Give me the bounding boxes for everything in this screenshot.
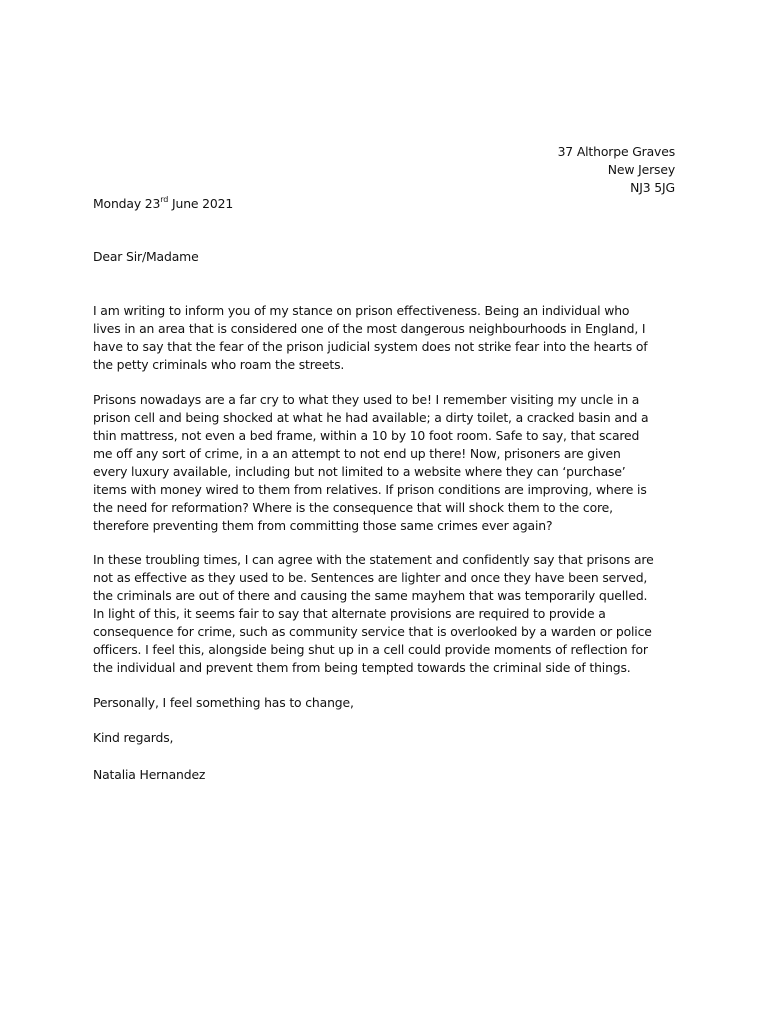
paragraph-line: the criminals are out of there and causing the same mayhem that was temporarily quelled. — [93, 588, 648, 603]
paragraph-line: consequence for crime, such as community service that is overlooked by a warden or police — [93, 624, 652, 639]
paragraph-line: I am writing to inform you of my stance on prison effectiveness. Being an individual who — [93, 303, 630, 318]
address-line-city: New Jersey — [607, 162, 675, 177]
paragraph-line: lives in an area that is considered one of the most dangerous neighbourhoods in England, I — [93, 321, 646, 336]
paragraph-line: therefore preventing them from committing those same crimes ever again? — [93, 518, 553, 533]
date-ordinal-suffix: rd — [160, 194, 169, 204]
date-month-year: June 2021 — [168, 196, 234, 211]
paragraph-line: prison cell and being shocked at what he had available; a dirty toilet, a cracked basin and a — [93, 410, 649, 425]
paragraph-line: every luxury available, including but not limited to a website where they can ‘purchase’ — [93, 464, 626, 479]
paragraph-line: Prisons nowadays are a far cry to what they used to be! I remember visiting my uncle in a — [93, 392, 640, 407]
paragraph-1 — [93, 302, 675, 374]
paragraph-line: thin mattress, not even a bed frame, within a 10 by 10 foot room. Safe to say, that scared — [93, 428, 640, 443]
paragraph-line: officers. I feel this, alongside being shut up in a cell could provide moments of reflection for — [93, 642, 648, 657]
signature-name: Natalia Hernandez — [93, 767, 206, 782]
letter-date — [93, 195, 233, 213]
paragraph-line: me off any sort of crime, in a an attempt to not end up there! Now, prisoners are given — [93, 446, 621, 461]
paragraph-line: the petty criminals who roam the streets. — [93, 357, 345, 372]
paragraph-line: items with money wired to them from relatives. If prison conditions are improving, where is — [93, 482, 647, 497]
paragraph-line: not as effective as they used to be. Sentences are lighter and once they have been served, — [93, 570, 648, 585]
paragraph-line: In light of this, it seems fair to say that alternate provisions are required to provide a — [93, 606, 606, 621]
paragraph-line: In these troubling times, I can agree with the statement and confidently say that prisons are — [93, 552, 654, 567]
sender-address — [558, 143, 675, 197]
date-day: Monday 23 — [93, 196, 161, 211]
sign-off: Kind regards, — [93, 730, 174, 745]
paragraph-line: the individual and prevent them from being tempted towards the criminal side of things. — [93, 660, 631, 675]
address-line-postcode: NJ3 5JG — [630, 180, 675, 195]
address-line-street: 37 Althorpe Graves — [557, 144, 675, 159]
closing-line: Personally, I feel something has to change, — [93, 695, 354, 710]
paragraph-line: have to say that the fear of the prison judicial system does not strike fear into the hearts of — [93, 339, 648, 354]
paragraph-line: the need for reformation? Where is the consequence that will shock them to the core, — [93, 500, 613, 515]
paragraph-3 — [93, 551, 675, 677]
paragraph-2 — [93, 391, 675, 535]
salutation: Dear Sir/Madame — [93, 249, 199, 264]
